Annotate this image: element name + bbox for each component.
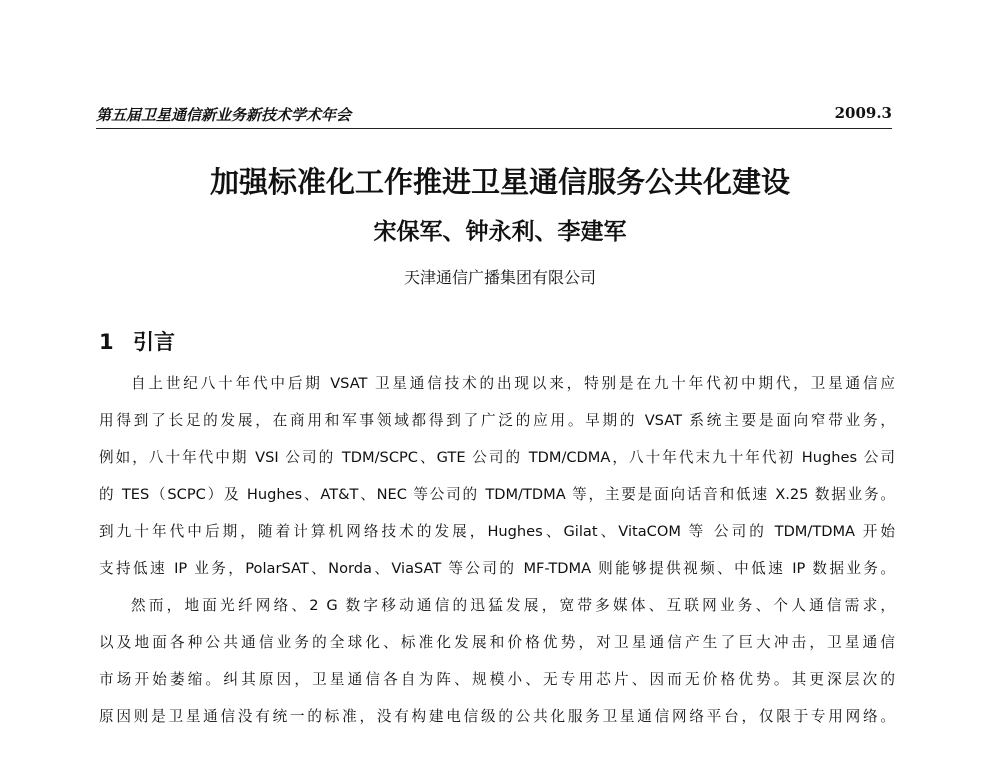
section-number: 1 bbox=[99, 330, 114, 354]
text-line: 例如，八十年代中期 VSI 公司的 TDM/SCPC、GTE 公司的 TDM/CDMA，八十年代末九十年代初 Hughes 公司 bbox=[99, 449, 895, 466]
issue-date: 2009.3 bbox=[834, 104, 892, 122]
text-line: 到九十年代中后期，随着计算机网络技术的发展，Hughes、Gilat、VitaCOM 等 公司的 TDM/TDMA 开始 bbox=[99, 523, 895, 540]
section-title: 引言 bbox=[133, 330, 175, 354]
text-line: 然而，地面光纤网络、2 G 数字移动通信的迅猛发展，宽带多媒体、互联网业务、个人通信需求， bbox=[131, 597, 895, 614]
text-line: 用得到了长足的发展，在商用和军事领域都得到了广泛的应用。早期的 VSAT 系统主要是面向窄带业务， bbox=[99, 412, 895, 429]
text-line: 的 TES（SCPC）及 Hughes、AT&T、NEC 等公司的 TDM/TDMA 等，主要是面向话音和低速 X.25 数据业务。 bbox=[99, 486, 895, 503]
text-line: 原因则是卫星通信没有统一的标准，没有构建电信级的公共化服务卫星通信网络平台，仅限于专用网络。 bbox=[99, 708, 895, 725]
body-text bbox=[99, 365, 895, 735]
paper-title: 加强标准化工作推进卫星通信服务公共化建设 bbox=[209, 165, 790, 199]
affiliation: 天津通信广播集团有限公司 bbox=[403, 268, 596, 287]
author-list: 宋保军、钟永利、李建军 bbox=[373, 218, 627, 245]
text-line: 以及地面各种公共通信业务的全球化、标准化发展和价格优势，对卫星通信产生了巨大冲击，卫星通信 bbox=[99, 634, 895, 651]
section-heading bbox=[99, 326, 175, 356]
text-line: 支持低速 IP 业务，PolarSAT、Norda、ViaSAT 等公司的 MF-TDMA 则能够提供视频、中低速 IP 数据业务。 bbox=[99, 560, 895, 577]
running-header bbox=[96, 102, 892, 129]
text-line: 市场开始萎缩。纠其原因，卫星通信各自为阵、规模小、无专用芯片、因而无价格优势。其更深层次的 bbox=[99, 671, 895, 688]
conference-name: 第五届卫星通信新业务新技术学术年会 bbox=[96, 106, 352, 124]
text-line: 自上世纪八十年代中后期 VSAT 卫星通信技术的出现以来，特别是在九十年代初中期代，卫星通信应 bbox=[131, 375, 895, 392]
